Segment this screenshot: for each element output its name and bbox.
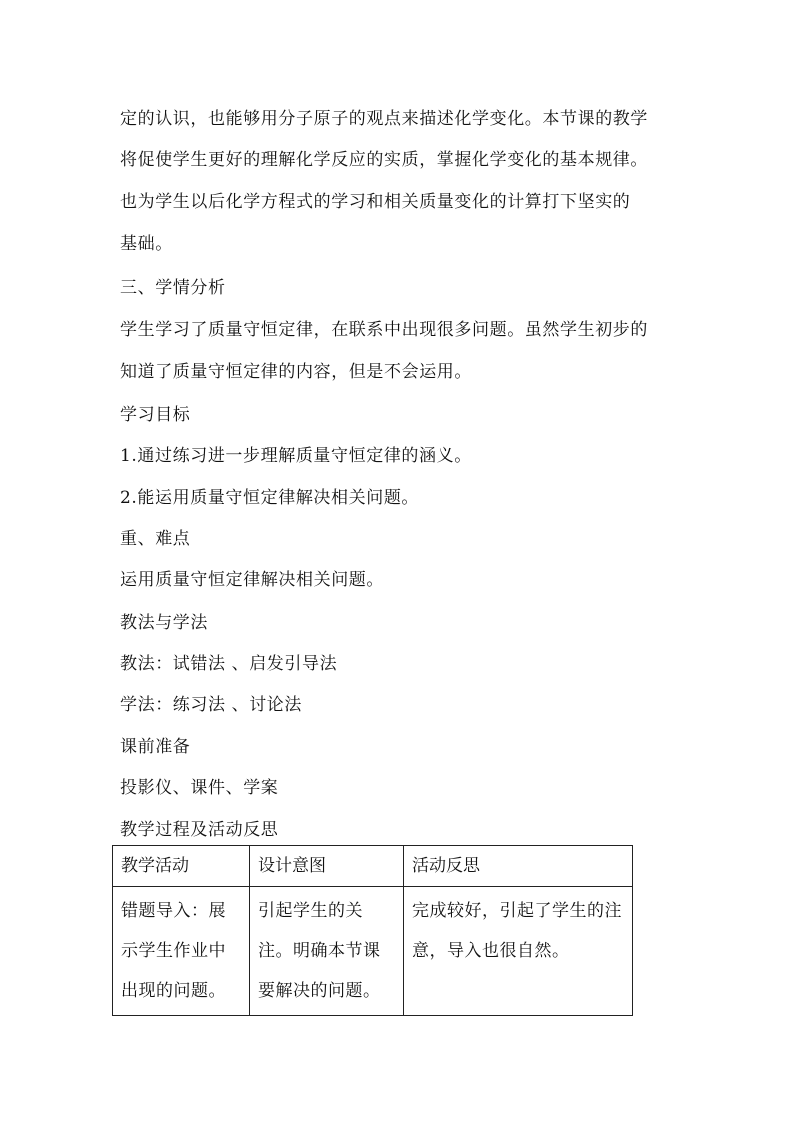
cell-intent xyxy=(250,887,404,1016)
section-heading-methods: 教法与学法 xyxy=(120,613,208,633)
intro-line-4: 基础。 xyxy=(120,234,173,254)
cell-activity xyxy=(113,887,250,1016)
learner-analysis-line-2: 知道了质量守恒定律的内容，但是不会运用。 xyxy=(120,362,472,382)
goal-item-1: 1.通过练习进一步理解质量守恒定律的涵义。 xyxy=(120,446,472,466)
intro-line-2: 将促使学生更好的理解化学反应的实质，掌握化学变化的基本规律。 xyxy=(120,150,648,170)
cell-activity-text: 错题导入：展示学生作业中出现的问题。 xyxy=(121,901,226,1001)
column-header-activity: 教学活动 xyxy=(113,846,250,887)
intro-line-1: 定的认识，也能够用分子原子的观点来描述化学变化。本节课的教学 xyxy=(120,109,648,129)
cell-reflection-text: 完成较好，引起了学生的注意，导入也很自然。 xyxy=(412,901,622,961)
table-row xyxy=(113,887,633,1016)
column-header-reflection: 活动反思 xyxy=(404,846,633,887)
learner-analysis-line-1: 学生学习了质量守恒定律，在联系中出现很多问题。虽然学生初步的 xyxy=(120,320,648,340)
column-header-intent: 设计意图 xyxy=(250,846,404,887)
goal-item-2: 2.能运用质量守恒定律解决相关问题。 xyxy=(120,488,420,508)
preparation-text: 投影仪、课件、学案 xyxy=(120,778,279,798)
process-table xyxy=(112,845,633,1016)
table-header-row xyxy=(113,846,633,887)
section-heading-preparation: 课前准备 xyxy=(120,737,191,757)
section-heading-process: 教学过程及活动反思 xyxy=(120,820,279,840)
cell-reflection xyxy=(404,887,633,1016)
section-heading-learner-analysis: 三、学情分析 xyxy=(120,278,226,298)
intro-line-3: 也为学生以后化学方程式的学习和相关质量变化的计算打下坚实的 xyxy=(120,192,631,212)
cell-intent-text: 引起学生的关注。明确本节课要解决的问题。 xyxy=(258,901,381,1001)
key-points-text: 运用质量守恒定律解决相关问题。 xyxy=(120,570,384,590)
learning-methods: 学法：练习法 、讨论法 xyxy=(120,695,303,715)
section-heading-key-points: 重、难点 xyxy=(120,529,191,549)
teaching-methods: 教法：试错法 、启发引导法 xyxy=(120,654,338,674)
section-heading-goals: 学习目标 xyxy=(120,405,191,425)
